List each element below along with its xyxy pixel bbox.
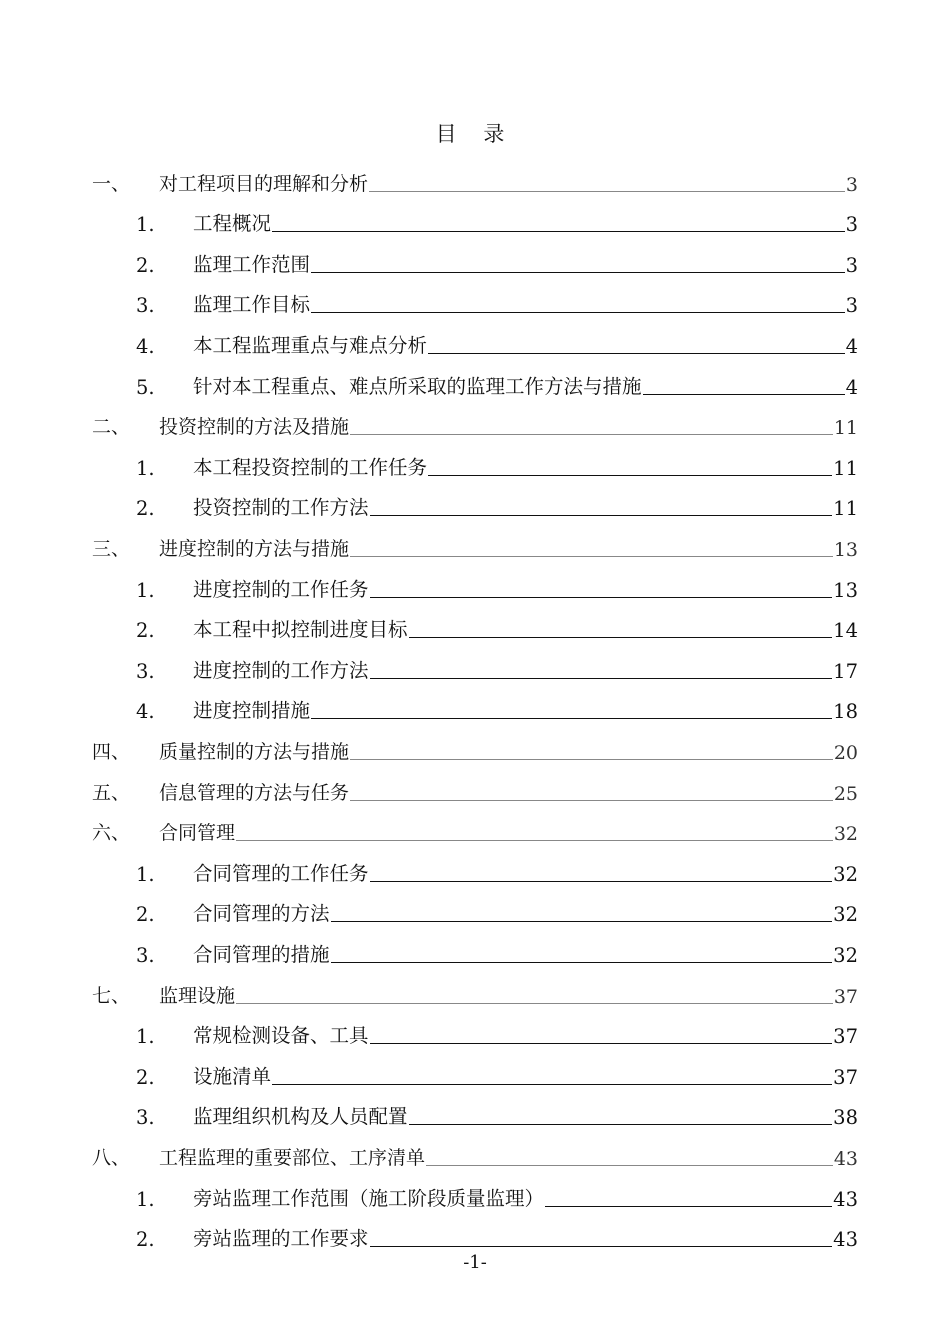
toc-entry-number: 七、 bbox=[92, 984, 131, 1007]
toc-leader-line bbox=[369, 191, 845, 192]
toc-entry-page-number: 43 bbox=[833, 1228, 858, 1252]
toc-entry-title: 投资控制的工作方法 bbox=[193, 496, 369, 520]
toc-entry-page-number: 18 bbox=[833, 700, 858, 724]
toc-leader-line bbox=[643, 394, 845, 395]
toc-entry-page-number: 32 bbox=[833, 903, 858, 927]
toc-entry-page-number: 11 bbox=[833, 417, 858, 440]
toc-entry-title: 常规检测设备、工具 bbox=[193, 1024, 369, 1048]
toc-entry-page-number: 32 bbox=[833, 823, 858, 846]
toc-section-entry[interactable] bbox=[136, 886, 858, 927]
toc-leader-line bbox=[350, 556, 833, 557]
toc-entry-number: 八、 bbox=[92, 1146, 131, 1169]
toc-entry-title: 投资控制的方法及措施 bbox=[159, 416, 350, 439]
toc-entry-number: 3. bbox=[136, 943, 155, 967]
toc-entry-page-number: 32 bbox=[833, 943, 858, 967]
toc-section-entry[interactable] bbox=[136, 480, 858, 521]
toc-entry-title: 本工程中拟控制进度目标 bbox=[193, 618, 408, 642]
toc-entry-title: 质量控制的方法与措施 bbox=[159, 740, 350, 763]
toc-leader-line bbox=[409, 637, 833, 638]
toc-entry-page-number: 25 bbox=[833, 782, 858, 805]
toc-entry-number: 一、 bbox=[92, 172, 131, 195]
toc-entry-page-number: 17 bbox=[833, 659, 858, 683]
toc-entry-page-number: 43 bbox=[833, 1187, 858, 1211]
toc-entry-page-number: 37 bbox=[833, 1025, 858, 1049]
toc-entry-number: 3. bbox=[136, 294, 155, 318]
toc-entry-page-number: 3 bbox=[845, 253, 858, 277]
toc-entry-page-number: 11 bbox=[833, 497, 858, 521]
toc-entry-number: 3. bbox=[136, 1106, 155, 1130]
toc-chapter-entry[interactable] bbox=[92, 520, 858, 561]
toc-entry-title: 本工程投资控制的工作任务 bbox=[193, 455, 428, 479]
toc-entry-title: 本工程监理重点与难点分析 bbox=[193, 333, 428, 357]
toc-leader-line bbox=[236, 840, 833, 841]
toc-leader-line bbox=[350, 759, 833, 760]
toc-leader-line bbox=[311, 312, 845, 313]
toc-entry-title: 合同管理的工作任务 bbox=[193, 861, 369, 885]
toc-chapter-entry[interactable] bbox=[92, 805, 858, 846]
toc-entry-title: 旁站监理的工作要求 bbox=[193, 1227, 369, 1251]
toc-leader-line bbox=[236, 1003, 833, 1004]
toc-leader-line bbox=[428, 353, 845, 354]
toc-entry-number: 2. bbox=[136, 903, 155, 927]
toc-leader-line bbox=[370, 678, 833, 679]
toc-entry-number: 4. bbox=[136, 700, 155, 724]
toc-entry-page-number: 38 bbox=[833, 1106, 858, 1130]
toc-entry-page-number: 43 bbox=[833, 1147, 858, 1170]
toc-chapter-entry[interactable] bbox=[92, 967, 858, 1008]
toc-entry-title: 工程概况 bbox=[193, 212, 272, 236]
toc-leader-line bbox=[370, 1246, 833, 1247]
toc-leader-line bbox=[370, 597, 833, 598]
toc-entry-title: 监理组织机构及人员配置 bbox=[193, 1105, 408, 1129]
toc-entry-number: 1. bbox=[136, 862, 155, 886]
toc-entry-title: 进度控制的工作任务 bbox=[193, 577, 369, 601]
toc-title: 目 录 bbox=[435, 122, 515, 146]
toc-section-entry[interactable] bbox=[136, 845, 858, 886]
toc-section-entry[interactable] bbox=[136, 642, 858, 683]
toc-section-entry[interactable] bbox=[136, 1008, 858, 1049]
toc-entry-number: 4. bbox=[136, 334, 155, 358]
toc-leader-line bbox=[311, 272, 845, 273]
toc-entry-title: 进度控制的工作方法 bbox=[193, 658, 369, 682]
toc-section-entry[interactable] bbox=[136, 358, 858, 399]
toc-section-entry[interactable] bbox=[136, 439, 858, 480]
toc-leader-line bbox=[370, 881, 833, 882]
toc-chapter-entry[interactable] bbox=[92, 723, 858, 764]
toc-entry-title: 针对本工程重点、难点所采取的监理工作方法与措施 bbox=[193, 374, 642, 398]
toc-entry-page-number: 4 bbox=[845, 375, 858, 399]
toc-entry-title: 合同管理 bbox=[159, 822, 236, 845]
toc-section-entry[interactable] bbox=[136, 926, 858, 967]
toc-entry-page-number: 13 bbox=[833, 538, 858, 561]
toc-entry-page-number: 11 bbox=[833, 456, 858, 480]
toc-entry-title: 设施清单 bbox=[193, 1064, 272, 1088]
toc-entry-number: 3. bbox=[136, 659, 155, 683]
toc-section-entry[interactable] bbox=[136, 561, 858, 602]
toc-entry-title: 工程监理的重要部位、工序清单 bbox=[159, 1146, 426, 1169]
toc-leader-line bbox=[350, 434, 833, 435]
toc-section-entry[interactable] bbox=[136, 1089, 858, 1130]
toc-section-entry[interactable] bbox=[136, 1211, 858, 1252]
toc-entry-title: 监理工作范围 bbox=[193, 252, 311, 276]
toc-entry-page-number: 4 bbox=[845, 334, 858, 358]
toc-chapter-entry[interactable] bbox=[92, 1129, 858, 1170]
toc-entry-number: 1. bbox=[136, 213, 155, 237]
toc-entry-title: 进度控制的方法与措施 bbox=[159, 537, 350, 560]
toc-entry-page-number: 20 bbox=[833, 741, 858, 764]
toc-entry-number: 2. bbox=[136, 253, 155, 277]
toc-section-entry[interactable] bbox=[136, 602, 858, 643]
toc-entry-number: 二、 bbox=[92, 416, 131, 439]
toc-section-entry[interactable] bbox=[136, 196, 858, 237]
toc-leader-line bbox=[331, 921, 833, 922]
toc-chapter-entry[interactable] bbox=[92, 764, 858, 805]
toc-entry-number: 2. bbox=[136, 497, 155, 521]
toc-entry-number: 1. bbox=[136, 456, 155, 480]
toc-leader-line bbox=[409, 1124, 833, 1125]
toc-entry-number: 1. bbox=[136, 578, 155, 602]
toc-leader-line bbox=[331, 962, 833, 963]
toc-chapter-entry[interactable] bbox=[92, 155, 858, 196]
toc-entry-title: 信息管理的方法与任务 bbox=[159, 781, 350, 804]
toc-entry-title: 旁站监理工作范围（施工阶段质量监理） bbox=[193, 1186, 545, 1210]
toc-entry-page-number: 3 bbox=[845, 173, 858, 196]
toc-entry-number: 1. bbox=[136, 1187, 155, 1211]
toc-entry-number: 三、 bbox=[92, 537, 131, 560]
toc-entry-page-number: 13 bbox=[833, 578, 858, 602]
toc-entry-number: 2. bbox=[136, 1228, 155, 1252]
toc-entry-title: 合同管理的方法 bbox=[193, 902, 330, 926]
toc-entry-page-number: 3 bbox=[845, 294, 858, 318]
toc-entry-number: 六、 bbox=[92, 822, 131, 845]
toc-entry-page-number: 32 bbox=[833, 862, 858, 886]
toc-entry-title: 监理工作目标 bbox=[193, 293, 311, 317]
toc-leader-line bbox=[370, 1043, 833, 1044]
toc-entry-title: 监理设施 bbox=[159, 984, 236, 1007]
toc-section-entry[interactable] bbox=[136, 683, 858, 724]
toc-entry-title: 进度控制措施 bbox=[193, 699, 311, 723]
toc-entry-page-number: 37 bbox=[833, 1065, 858, 1089]
toc-leader-line bbox=[545, 1206, 832, 1207]
toc-entry-title: 对工程项目的理解和分析 bbox=[159, 172, 369, 195]
toc-entry-page-number: 37 bbox=[833, 985, 858, 1008]
toc-section-entry[interactable] bbox=[136, 277, 858, 318]
toc-leader-line bbox=[311, 718, 832, 719]
toc-leader-line bbox=[272, 1084, 832, 1085]
toc-leader-line bbox=[272, 231, 845, 232]
toc-section-entry[interactable] bbox=[136, 236, 858, 277]
toc-entry-page-number: 14 bbox=[833, 619, 858, 643]
toc-section-entry[interactable] bbox=[136, 1170, 858, 1211]
toc-chapter-entry[interactable] bbox=[92, 399, 858, 440]
toc-entry-number: 2. bbox=[136, 1065, 155, 1089]
toc-entry-number: 5. bbox=[136, 375, 155, 399]
page-footer: -1- bbox=[463, 1252, 487, 1273]
toc-entry-number: 2. bbox=[136, 619, 155, 643]
toc-leader-line bbox=[428, 475, 832, 476]
toc-entry-title: 合同管理的措施 bbox=[193, 942, 330, 966]
toc-section-entry[interactable] bbox=[136, 317, 858, 358]
toc-section-entry[interactable] bbox=[136, 1048, 858, 1089]
toc-entry-number: 1. bbox=[136, 1025, 155, 1049]
toc-entry-number: 四、 bbox=[92, 740, 131, 763]
toc-leader-line bbox=[426, 1165, 833, 1166]
toc-entry-page-number: 3 bbox=[845, 213, 858, 237]
toc-leader-line bbox=[350, 800, 833, 801]
toc-leader-line bbox=[370, 515, 833, 516]
toc-entry-number: 五、 bbox=[92, 781, 131, 804]
